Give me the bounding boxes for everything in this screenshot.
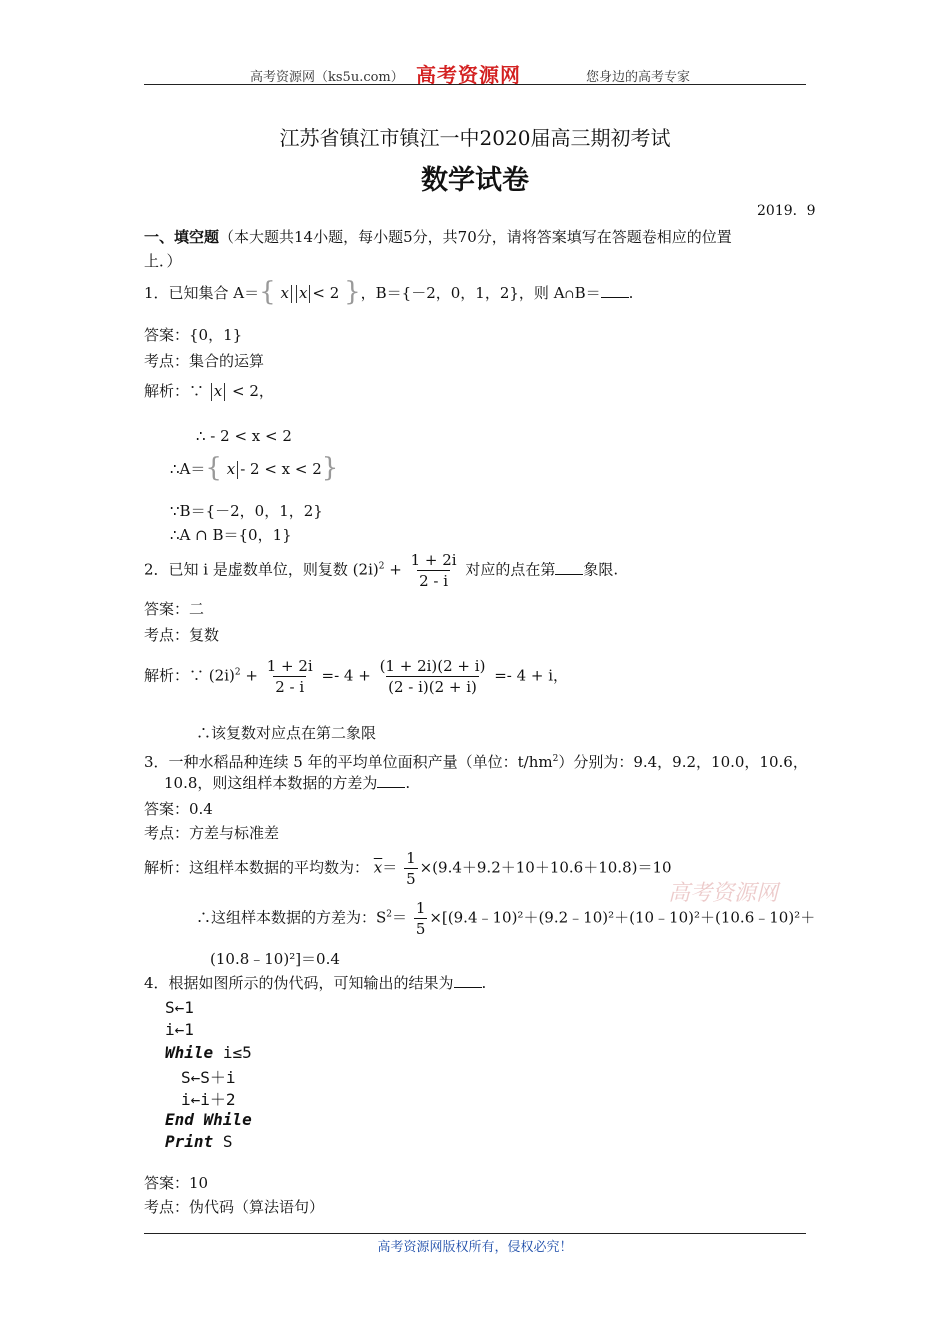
question-4	[144, 972, 486, 994]
exam-subtitle: 数学试卷	[421, 165, 529, 196]
answer-blank	[454, 973, 482, 988]
code-line-7	[165, 1132, 232, 1151]
q1-s-label: 解析：∵	[144, 382, 205, 400]
exam-date: 2019．9	[757, 203, 816, 219]
q1-point: 考点：集合的运算	[144, 352, 265, 370]
question-2	[144, 550, 618, 591]
footer-copyright: 高考资源网版权所有，侵权必究！	[377, 1240, 573, 1255]
q3-answer: 答案：0.4	[144, 800, 213, 818]
q1-set-var2: x	[298, 284, 308, 302]
cap-symbol: ∩	[564, 287, 575, 301]
q1-solution-5: ∴A ∩ B＝{0，1}	[170, 526, 292, 544]
q4-stem-end: .	[481, 974, 487, 992]
q3-stem-a: 3．一种水稻品种连续 5 年的平均单位面积产量（单位：t/hm	[144, 753, 553, 771]
q3-s2-head: ∴这组样本数据的方差为：S	[196, 908, 387, 927]
q2-den: 2 - i	[419, 572, 449, 590]
answer-blank	[555, 560, 583, 575]
brace-left: {	[205, 453, 222, 483]
q1-s3-var: x	[226, 460, 236, 478]
q4-stem: 4．根据如图所示的伪代码，可知输出的结果为	[144, 974, 454, 992]
code-condition: i≤5	[222, 1043, 252, 1062]
section-label: 一、填空题	[144, 228, 220, 246]
question-1: 1．已知集合 A＝{ x x < 2 }，B＝{－2，0，1，2}，则 A∩B＝ .	[144, 277, 634, 307]
q3-f-den: 5	[406, 870, 416, 888]
exam-title: 江苏省镇江市镇江一中2020届高三期初考试	[279, 126, 671, 150]
code-line-1: S←1	[165, 998, 194, 1017]
q3-s2-eq: ＝	[392, 908, 408, 927]
q2-fraction	[409, 550, 459, 591]
q1-answer: 答案：{0，1}	[144, 326, 243, 344]
q3-eq: ＝	[382, 858, 398, 877]
header-source: 高考资源网（ks5u.com）	[250, 70, 404, 85]
q2-s-fraction2	[378, 656, 488, 697]
header-logo: 高考资源网	[416, 63, 521, 87]
q3-fraction	[404, 848, 418, 889]
q2-s-fraction	[265, 656, 315, 697]
q3-stem-d: .	[405, 774, 411, 792]
answer-blank	[377, 773, 405, 788]
q3-stem-c: 10.8，则这组样本数据的方差为	[164, 774, 378, 792]
q1-stem-c: B＝	[574, 284, 601, 302]
q1-solution-1	[144, 380, 274, 402]
q1-solution-2: ∴ - 2 < x < 2	[196, 427, 292, 445]
code-print-var: S	[222, 1132, 233, 1151]
q2-s-end: =- 4 + i，	[494, 666, 569, 685]
set-bar	[237, 461, 238, 479]
brace-left: {	[259, 277, 276, 307]
q3-f-num2: 1	[415, 899, 426, 917]
q2-point: 考点：复数	[144, 626, 220, 644]
q1-s1-var: x	[213, 382, 223, 400]
q3-f-den2: 5	[415, 920, 426, 938]
q2-s-plus: +	[245, 666, 258, 685]
code-keyword-print: Print	[165, 1132, 214, 1151]
q1-set-cond: < 2	[312, 284, 340, 302]
q2-s-exp: 2	[234, 667, 241, 678]
code-line-6: End While	[165, 1110, 252, 1129]
q3-stem-exp: 2	[552, 754, 559, 764]
abs-bar	[296, 285, 297, 303]
q1-stem-a: 1．已知集合 A＝	[144, 284, 260, 302]
code-line-3	[165, 1043, 252, 1062]
q2-s-num: 1 + 2i	[266, 657, 313, 675]
q2-stem-a: 2．已知 i 是虚数单位，则复数	[144, 560, 348, 579]
q1-s1-cond: < 2，	[232, 382, 274, 400]
header-slogan: 您身边的高考专家	[586, 70, 691, 85]
q1-set-var: x	[280, 284, 289, 302]
code-keyword-while: While	[165, 1043, 214, 1062]
q3-fraction2	[414, 898, 428, 939]
question-3	[144, 748, 808, 773]
q3-s-label: 解析：这组样本数据的平均数为：	[144, 858, 370, 877]
q3-s2-tail: ×[(9.4﹣10)²＋(9.2﹣10)²＋(10﹣10)²＋(10.6﹣10)²＋	[429, 908, 816, 927]
q2-num: 1 + 2i	[410, 551, 457, 569]
q3-s1-tail: ×(9.4＋9.2＋10＋10.6＋10.8)＝10	[419, 858, 672, 877]
footer-rule	[144, 1233, 806, 1234]
q4-point: 考点：伪代码（算法语句）	[144, 1198, 325, 1216]
q1-solution-4: ∵B＝{－2，0，1，2}	[170, 502, 323, 520]
code-line-5: i←i＋2	[181, 1090, 236, 1109]
q3-s2-exp: 2	[386, 909, 393, 920]
q2-s-mid: =- 4 +	[321, 666, 371, 685]
q2-s-den: 2 - i	[275, 678, 305, 696]
q1-s3-head: ∴A＝	[170, 460, 206, 478]
abs-bar	[309, 285, 310, 303]
q3-solution-3: (10.8﹣10)²]＝0.4	[210, 950, 340, 968]
set-bar	[291, 285, 292, 303]
q2-solution-1	[144, 656, 568, 697]
q3-stem-b: ）分别为：9.4，9.2，10.0，10.6，	[558, 753, 808, 771]
q2-pow: (2i)	[352, 560, 379, 579]
question-3-cont	[164, 772, 410, 794]
q1-stem-b: ，B＝{－2，0，1，2}，则 A	[360, 284, 565, 302]
q3-point: 考点：方差与标准差	[144, 824, 280, 842]
q2-s-num2: (1 + 2i)(2 + i)	[379, 657, 486, 675]
q2-plus: +	[389, 560, 402, 579]
q2-answer: 答案：二	[144, 600, 205, 618]
abs-bar	[224, 383, 225, 401]
brace-right: }	[321, 453, 339, 483]
code-line-2: i←1	[165, 1020, 194, 1039]
header-rule	[144, 84, 806, 85]
q2-solution-2: ∴该复数对应点在第二象限	[196, 724, 377, 742]
q2-s-label: 解析：∵	[144, 666, 205, 685]
q4-answer: 答案：10	[144, 1174, 209, 1192]
q1-solution-3	[170, 453, 339, 483]
q2-exp: 2	[378, 561, 385, 572]
answer-blank	[601, 283, 629, 298]
abs-bar	[211, 383, 212, 401]
q3-solution-1	[144, 848, 672, 889]
q2-s-den2: (2 - i)(2 + i)	[388, 678, 477, 696]
q3-f-num: 1	[406, 849, 416, 867]
q3-xbar: $\overline{x}$	[373, 858, 383, 877]
q2-stem-c: 象限.	[583, 560, 619, 579]
watermark: 高考资源网	[668, 881, 779, 906]
section-desc-cont: 上．）	[144, 252, 182, 270]
section-desc: （本大题共14小题，每小题5分，共70分，请将答案填写在答题卷相应的位置	[219, 228, 732, 246]
section-heading	[144, 226, 732, 248]
q2-stem-b: 对应的点在第	[465, 560, 556, 579]
code-line-4: S←S＋i	[181, 1068, 236, 1087]
q1-s3-cond: - 2 < x < 2	[240, 460, 322, 478]
brace-right: }	[344, 277, 361, 307]
q2-s-pow: (2i)	[208, 666, 235, 685]
